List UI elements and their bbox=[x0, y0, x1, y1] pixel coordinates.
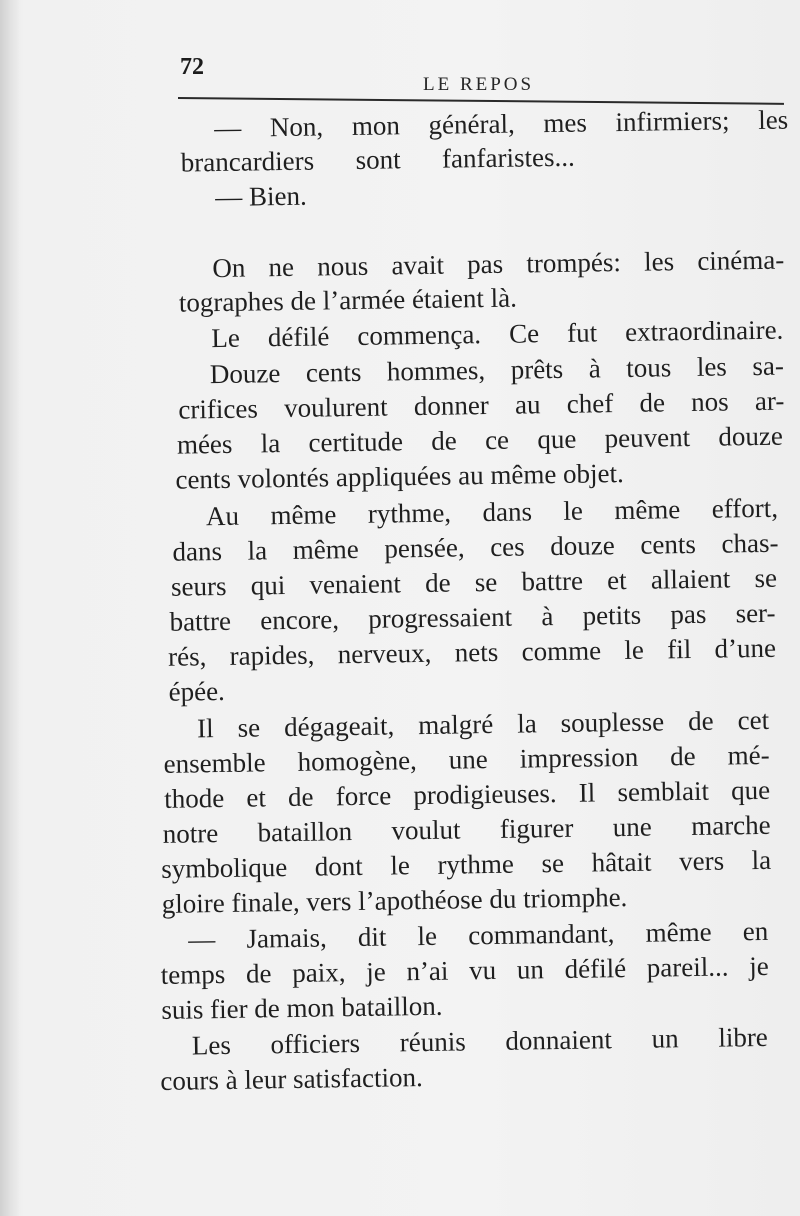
text-line: — Bien. bbox=[215, 180, 307, 213]
page-gutter-shadow bbox=[0, 0, 20, 1216]
text-line: ensemble homogène, une impression de mé- bbox=[163, 739, 770, 779]
text-line: Le défilé commença. Ce fut extraordinaire. bbox=[211, 314, 784, 354]
text-line: symbolique dont le rythme se hâtait vers la bbox=[161, 844, 772, 884]
text-line: Il se dégageait, malgré la souplesse de cet bbox=[196, 704, 770, 744]
text-line: tographes de l’armée étaient là. bbox=[178, 282, 518, 318]
text-line: crifices voulurent donner au chef de nos ar- bbox=[178, 385, 785, 425]
text-line: dans la même pensée, ces douze cents chas- bbox=[172, 527, 779, 567]
text-line: On ne nous avait pas trompés: les cinéma- bbox=[212, 244, 785, 284]
text-line: cents volontés appliquées au même objet. bbox=[175, 458, 625, 495]
text-line: battre encore, progressaient à petits pas ser- bbox=[169, 597, 776, 637]
text-line: gloire finale, vers l’apothéose du triomphe. bbox=[161, 882, 628, 919]
text-line: notre bataillon voulut figurer une marche bbox=[162, 809, 771, 849]
text-line: mées la certitude de ce que peuvent douze bbox=[176, 420, 784, 460]
text-line: rés, rapides, nerveux, nets comme le fil d’une bbox=[167, 632, 777, 672]
text-line: cours à leur satisfaction. bbox=[160, 1062, 423, 1096]
running-head: LE REPOS bbox=[423, 74, 535, 95]
text-line: Douze cents hommes, prêts à tous les sa- bbox=[209, 350, 785, 390]
page-number: 72 bbox=[180, 54, 204, 80]
text-line: thode et de force prodigieuses. Il semblait que bbox=[163, 774, 771, 814]
text-line: brancardiers sont fanfaristes... bbox=[180, 141, 575, 178]
text-line: Au même rythme, dans le même effort, bbox=[205, 492, 779, 532]
text-line: suis fier de mon bataillon. bbox=[161, 990, 443, 1025]
text-line: épée. bbox=[168, 675, 226, 707]
text-line: Les officiers réunis donnaient un libre bbox=[191, 1021, 769, 1061]
text-line: — Jamais, dit le commandant, même en bbox=[188, 915, 769, 955]
text-line: — Non, mon général, mes infirmiers; les bbox=[214, 104, 789, 144]
text-line: seurs qui venaient de se battre et allaient se bbox=[170, 562, 778, 602]
text-line: temps de paix, je n’ai vu un défilé pareil... je bbox=[160, 950, 769, 990]
